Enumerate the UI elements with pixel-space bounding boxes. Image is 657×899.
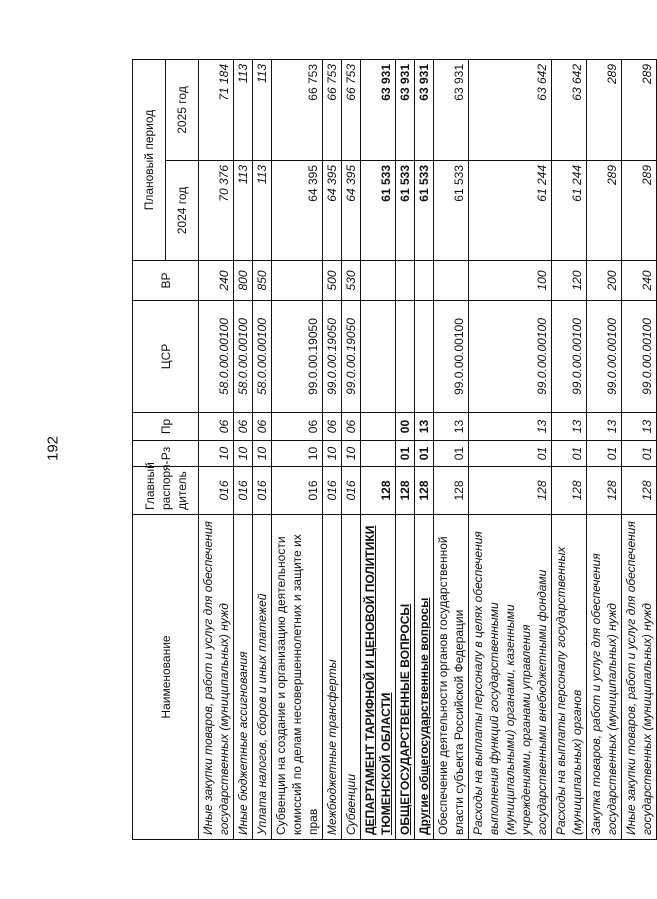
row-amount-2025: 63 931 [415, 59, 434, 160]
row-amount-2025: 66 753 [272, 59, 323, 160]
row-name: Расходы на выплаты персоналу государственных (муниципальных) органов [552, 515, 587, 840]
row-pr: 06 [234, 413, 253, 441]
table-row [415, 59, 434, 839]
row-csr [396, 301, 415, 413]
row-admin: 128 [415, 467, 434, 515]
row-rz: 01 [587, 441, 622, 467]
row-pr: 13 [552, 413, 587, 441]
row-amount-2024: 64 395 [323, 161, 342, 261]
header-vr: ВР [133, 261, 199, 301]
row-admin: 016 [234, 467, 253, 515]
header-admin: Главный распоря-дитель [133, 467, 199, 515]
row-rz: 01 [622, 441, 657, 467]
header-csr: ЦСР [133, 301, 199, 413]
table-row [622, 59, 657, 839]
row-name: Иные бюджетные ассигнования [234, 515, 253, 840]
row-name: Межбюджетные трансферты [323, 515, 342, 840]
row-vr [434, 261, 469, 301]
row-vr [415, 261, 434, 301]
row-amount-2024: 61 533 [361, 161, 396, 261]
row-vr: 120 [552, 261, 587, 301]
row-csr: 99.0.00.00100 [434, 301, 469, 413]
row-name: Другие общегосударственные вопросы [415, 515, 434, 840]
row-rz: 10 [234, 441, 253, 467]
row-vr [272, 261, 323, 301]
row-pr: 13 [469, 413, 552, 441]
table-body [199, 59, 657, 839]
row-amount-2024: 64 395 [342, 161, 361, 261]
table-row [253, 59, 272, 839]
page-number: 192 [44, 435, 62, 462]
row-name: Иные закупки товаров, работ и услуг для обеспечения государственных (муниципальных) нужд [622, 515, 657, 840]
row-vr [396, 261, 415, 301]
row-name: Иные закупки товаров, работ и услуг для обеспечения государственных (муниципальных) нужд [199, 515, 234, 840]
row-amount-2025: 113 [253, 59, 272, 160]
row-pr: 13 [622, 413, 657, 441]
row-amount-2025: 289 [622, 59, 657, 160]
row-amount-2025: 63 642 [552, 59, 587, 160]
row-pr: 06 [342, 413, 361, 441]
row-pr: 13 [415, 413, 434, 441]
row-vr: 100 [469, 261, 552, 301]
row-admin: 128 [587, 467, 622, 515]
row-amount-2024: 289 [622, 161, 657, 261]
row-rz: 10 [272, 441, 323, 467]
row-csr: 99.0.00.00100 [587, 301, 622, 413]
row-pr: 06 [253, 413, 272, 441]
row-csr: 99.0.00.19050 [323, 301, 342, 413]
row-csr: 99.0.00.19050 [272, 301, 323, 413]
row-amount-2025: 66 753 [342, 59, 361, 160]
row-amount-2025: 63 931 [434, 59, 469, 160]
row-amount-2024: 61 533 [415, 161, 434, 261]
row-rz: 01 [396, 441, 415, 467]
header-rz: Рз [133, 441, 199, 467]
row-admin: 016 [253, 467, 272, 515]
row-amount-2024: 61 244 [552, 161, 587, 261]
row-csr: 58.0.00.00100 [234, 301, 253, 413]
header-name: Наименование [133, 515, 199, 840]
row-admin: 016 [342, 467, 361, 515]
row-vr: 530 [342, 261, 361, 301]
row-csr: 58.0.00.00100 [199, 301, 234, 413]
row-csr: 99.0.00.00100 [469, 301, 552, 413]
row-admin: 128 [434, 467, 469, 515]
row-rz: 10 [253, 441, 272, 467]
row-csr: 99.0.00.00100 [552, 301, 587, 413]
header-year-2025: 2025 год [166, 59, 199, 160]
row-admin: 128 [622, 467, 657, 515]
table-row [323, 59, 342, 839]
row-pr: 06 [323, 413, 342, 441]
header-pr: Пр [133, 413, 199, 441]
row-name: Субвенции [342, 515, 361, 840]
table-row [272, 59, 323, 839]
row-pr: 13 [587, 413, 622, 441]
row-vr: 240 [622, 261, 657, 301]
row-amount-2024: 70 376 [199, 161, 234, 261]
table-row [469, 59, 552, 839]
row-name: Субвенции на создание и организацию деятельности комиссий по делам несовершеннолетних и защите их прав [272, 515, 323, 840]
row-admin: 128 [361, 467, 396, 515]
table-row [361, 59, 396, 839]
row-rz: 01 [469, 441, 552, 467]
row-csr: 99.0.00.19050 [342, 301, 361, 413]
budget-table [132, 59, 657, 840]
rotated-table-container [132, 60, 654, 840]
row-amount-2024: 61 244 [469, 161, 552, 261]
row-name: Расходы на выплаты персоналу в целях обеспечения выполнения функций государственными (муниципальными) органами, казенными учреждениями, органами управления государственными внебюджетными фондами [469, 515, 552, 840]
row-rz [361, 441, 396, 467]
row-rz: 01 [434, 441, 469, 467]
row-rz: 10 [323, 441, 342, 467]
row-amount-2025: 66 753 [323, 59, 342, 160]
row-amount-2025: 113 [234, 59, 253, 160]
row-vr: 240 [199, 261, 234, 301]
table-row [396, 59, 415, 839]
row-pr: 00 [396, 413, 415, 441]
row-rz: 10 [342, 441, 361, 467]
row-admin: 128 [396, 467, 415, 515]
row-name: Обеспечение деятельности органов государственной власти субъекта Российской Федерации [434, 515, 469, 840]
header-year-2024: 2024 год [166, 161, 199, 261]
row-pr: 06 [199, 413, 234, 441]
row-admin: 016 [272, 467, 323, 515]
row-amount-2024: 64 395 [272, 161, 323, 261]
row-pr: 13 [434, 413, 469, 441]
row-name: Закупка товаров, работ и услуг для обеспечения государственных (муниципальных) нужд [587, 515, 622, 840]
header-planned-period: Плановый период [133, 59, 166, 260]
row-csr: 99.0.00.00100 [622, 301, 657, 413]
row-amount-2024: 289 [587, 161, 622, 261]
table-row [234, 59, 253, 839]
table-row [434, 59, 469, 839]
row-pr [361, 413, 396, 441]
row-vr: 200 [587, 261, 622, 301]
table-row [587, 59, 622, 839]
row-amount-2024: 113 [253, 161, 272, 261]
row-admin: 016 [199, 467, 234, 515]
row-amount-2025: 63 931 [396, 59, 415, 160]
row-vr: 800 [234, 261, 253, 301]
row-pr: 06 [272, 413, 323, 441]
row-rz: 10 [199, 441, 234, 467]
row-amount-2025: 63 642 [469, 59, 552, 160]
row-amount-2025: 71 184 [199, 59, 234, 160]
row-admin: 016 [323, 467, 342, 515]
row-csr [415, 301, 434, 413]
row-vr: 500 [323, 261, 342, 301]
table-row [199, 59, 234, 839]
table-row [552, 59, 587, 839]
row-rz: 01 [415, 441, 434, 467]
row-name: ОБЩЕГОСУДАРСТВЕННЫЕ ВОПРОСЫ [396, 515, 415, 840]
table-row [342, 59, 361, 839]
row-amount-2024: 113 [234, 161, 253, 261]
row-amount-2025: 63 931 [361, 59, 396, 160]
row-csr: 58.0.00.00100 [253, 301, 272, 413]
row-amount-2024: 61 533 [434, 161, 469, 261]
row-vr [361, 261, 396, 301]
row-amount-2024: 61 533 [396, 161, 415, 261]
row-vr: 850 [253, 261, 272, 301]
row-admin: 128 [469, 467, 552, 515]
row-amount-2025: 289 [587, 59, 622, 160]
row-name: Уплата налогов, сборов и иных платежей [253, 515, 272, 840]
row-name: ДЕПАРТАМЕНТ ТАРИФНОЙ И ЦЕНОВОЙ ПОЛИТИКИ ТЮМЕНСКОЙ ОБЛАСТИ [361, 515, 396, 840]
row-admin: 128 [552, 467, 587, 515]
row-csr [361, 301, 396, 413]
row-rz: 01 [552, 441, 587, 467]
